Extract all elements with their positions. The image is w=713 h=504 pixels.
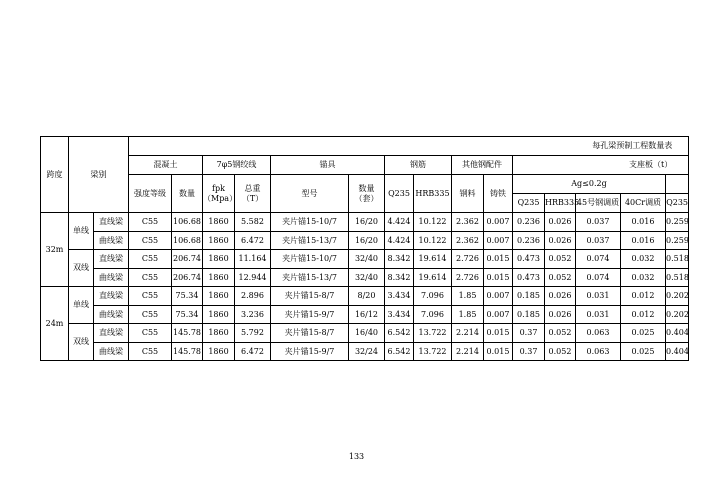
table-cell: 16/40 (349, 324, 385, 343)
table-cell: 0.015 (484, 324, 513, 343)
table-cell: C55 (129, 213, 172, 232)
table-cell: 106.68 (172, 213, 203, 232)
table-cell: 16/12 (349, 305, 385, 324)
table-title: 每孔梁预制工程数量表 (129, 137, 689, 156)
table-cell: 直线梁 (94, 213, 129, 232)
header-quantity: 数量 (172, 175, 203, 213)
table-cell: 32/40 (349, 268, 385, 287)
span-cell: 24m (41, 287, 69, 361)
header-cast-iron: 铸铁 (484, 175, 513, 213)
table-cell: 3.236 (235, 305, 271, 324)
table-cell: 32/40 (349, 250, 385, 269)
table-cell: 6.472 (235, 342, 271, 361)
table-cell: 曲线梁 (94, 305, 129, 324)
table-cell: 0.015 (484, 268, 513, 287)
table-cell: 6.472 (235, 231, 271, 250)
table-cell: 75.34 (172, 305, 203, 324)
header-hrb335: HRB335 (414, 175, 452, 213)
header-model: 型号 (271, 175, 349, 213)
table-cell: 0.031 (576, 287, 621, 306)
table-cell: C55 (129, 324, 172, 343)
table-cell: 0.236 (513, 231, 545, 250)
table-cell: 0.025 (621, 342, 666, 361)
header-steel-material: 钢料 (452, 175, 484, 213)
table-row (41, 305, 689, 324)
table-cell: 2.896 (235, 287, 271, 306)
table-cell: 0.052 (545, 324, 576, 343)
table-cell: 夹片锚15-9/7 (271, 305, 349, 324)
table-cell: 10.122 (414, 213, 452, 232)
table-cell: 0.404 (666, 324, 689, 343)
table-cell: 0.015 (484, 250, 513, 269)
table-cell: 11.164 (235, 250, 271, 269)
table-cell: 0.074 (576, 268, 621, 287)
table-cell: 1860 (203, 287, 235, 306)
table-cell: 13.722 (414, 342, 452, 361)
table-cell: 16/20 (349, 213, 385, 232)
table-cell: 0.404 (666, 342, 689, 361)
table-cell: 1.85 (452, 305, 484, 324)
table-cell: 4.424 (385, 213, 414, 232)
table-cell: 夹片锚15-10/7 (271, 213, 349, 232)
table-cell: 0.026 (545, 305, 576, 324)
table-cell: 0.063 (576, 324, 621, 343)
table-cell: 曲线梁 (94, 231, 129, 250)
table-cell: 0.007 (484, 231, 513, 250)
header-concrete: 混凝土 (129, 156, 203, 175)
table-row (41, 250, 689, 269)
table-cell: 0.473 (513, 250, 545, 269)
header-q235: Q235 (385, 175, 414, 213)
table-cell: 2.726 (452, 268, 484, 287)
table-cell: 2.362 (452, 231, 484, 250)
table-cell: 4.424 (385, 231, 414, 250)
table-cell: 直线梁 (94, 287, 129, 306)
table-cell: 8/20 (349, 287, 385, 306)
table-cell: 1860 (203, 250, 235, 269)
table-cell: 2.214 (452, 324, 484, 343)
table-cell: 0.259 (666, 231, 689, 250)
line-type-cell: 单线 (69, 213, 94, 250)
table-cell: 0.259 (666, 213, 689, 232)
table-cell: 0.012 (621, 287, 666, 306)
table-row (41, 342, 689, 361)
header-total-weight: 总重 （T） (235, 175, 271, 213)
table-cell: 2.726 (452, 250, 484, 269)
table-cell: 0.037 (576, 213, 621, 232)
table-cell: 0.074 (576, 250, 621, 269)
table-cell: 0.518 (666, 250, 689, 269)
table-cell: C55 (129, 231, 172, 250)
table-cell: 6.542 (385, 342, 414, 361)
table-cell: 1860 (203, 305, 235, 324)
table-cell: 0.473 (513, 268, 545, 287)
table-row (41, 268, 689, 287)
table-cell: 206.74 (172, 250, 203, 269)
table-cell: 0.031 (576, 305, 621, 324)
table-cell: 0.026 (545, 213, 576, 232)
table-cell: 145.78 (172, 324, 203, 343)
table-row (41, 287, 689, 306)
table-cell: C55 (129, 250, 172, 269)
table-cell: 6.542 (385, 324, 414, 343)
table-cell: 8.342 (385, 250, 414, 269)
table-cell: 直线梁 (94, 250, 129, 269)
table-cell: 0.063 (576, 342, 621, 361)
header-other-steel: 其他钢配件 (452, 156, 513, 175)
table-cell: 7.096 (414, 305, 452, 324)
table-cell: 145.78 (172, 342, 203, 361)
table-cell: 0.185 (513, 287, 545, 306)
table-cell: 夹片锚15-9/7 (271, 342, 349, 361)
table-cell: 0.518 (666, 268, 689, 287)
table-cell: 32/24 (349, 342, 385, 361)
table-cell: 夹片锚15-13/7 (271, 231, 349, 250)
table-cell: 0.016 (621, 213, 666, 232)
table-cell: 0.007 (484, 287, 513, 306)
header-bearing: 支座板（t） (513, 156, 689, 175)
header-steel45: 45号钢调质 (576, 194, 621, 213)
table-row (41, 324, 689, 343)
table-cell: 1860 (203, 268, 235, 287)
table-cell: 1.85 (452, 287, 484, 306)
table-cell: 5.792 (235, 324, 271, 343)
table-cell: 106.68 (172, 231, 203, 250)
table-cell: 曲线梁 (94, 342, 129, 361)
header-40cr: 40Cr调质 (621, 194, 666, 213)
table-cell: 0.015 (484, 342, 513, 361)
table-cell: 0.032 (621, 250, 666, 269)
line-type-cell: 双线 (69, 324, 94, 361)
header-bearing-q235: Q235 (513, 194, 545, 213)
header-beam: 梁别 (69, 137, 129, 213)
table-cell: 7.096 (414, 287, 452, 306)
table-cell: 夹片锚15-8/7 (271, 287, 349, 306)
table-cell: 0.052 (545, 250, 576, 269)
table-cell: 12.944 (235, 268, 271, 287)
table-cell: 8.342 (385, 268, 414, 287)
table-cell: 0.026 (545, 287, 576, 306)
header-ag: Ag≤0.2g (513, 175, 666, 194)
table-cell: 夹片锚15-13/7 (271, 268, 349, 287)
span-cell: 32m (41, 213, 69, 287)
header-fpk: fpk （Mpa） (203, 175, 235, 213)
table-cell: 5.582 (235, 213, 271, 232)
table-cell: 0.012 (621, 305, 666, 324)
table-cell: 2.214 (452, 342, 484, 361)
table-cell: C55 (129, 287, 172, 306)
header-rebar: 钢筋 (385, 156, 452, 175)
header-blank (666, 175, 689, 194)
table-cell: 夹片锚15-10/7 (271, 250, 349, 269)
quantity-table (40, 136, 689, 361)
table-cell: 75.34 (172, 287, 203, 306)
header-set-qty: 数量 （套） (349, 175, 385, 213)
table-cell: 0.037 (576, 231, 621, 250)
table-cell: 1860 (203, 324, 235, 343)
table-cell: 10.122 (414, 231, 452, 250)
table-cell: 0.016 (621, 231, 666, 250)
table-cell: 曲线梁 (94, 268, 129, 287)
table-cell: C55 (129, 342, 172, 361)
page-number: 133 (348, 452, 365, 461)
header-span: 跨度 (41, 137, 69, 213)
line-type-cell: 双线 (69, 250, 94, 287)
table-cell: C55 (129, 305, 172, 324)
table-cell: 1860 (203, 342, 235, 361)
table-cell: 0.032 (621, 268, 666, 287)
line-type-cell: 单线 (69, 287, 94, 324)
table-cell: 0.052 (545, 268, 576, 287)
table-cell: 1860 (203, 213, 235, 232)
table-cell: 0.202 (666, 305, 689, 324)
table-cell: 0.202 (666, 287, 689, 306)
table-cell: 0.236 (513, 213, 545, 232)
table-cell: 夹片锚15-8/7 (271, 324, 349, 343)
table-cell: 0.026 (545, 231, 576, 250)
table-cell: 16/20 (349, 231, 385, 250)
table-cell: 0.007 (484, 213, 513, 232)
table-cell: 0.025 (621, 324, 666, 343)
header-strength: 强度等级 (129, 175, 172, 213)
table-cell: 0.37 (513, 342, 545, 361)
table-cell: C55 (129, 268, 172, 287)
table-cell: 3.434 (385, 305, 414, 324)
header-bearing-hrb335: HRB335 (545, 194, 576, 213)
table-cell: 0.052 (545, 342, 576, 361)
table-cell: 0.37 (513, 324, 545, 343)
table-cell: 直线梁 (94, 324, 129, 343)
table-cell: 1860 (203, 231, 235, 250)
table-cell: 13.722 (414, 324, 452, 343)
table-cell: 0.007 (484, 305, 513, 324)
header-bearing-q235b: Q235 (666, 194, 689, 213)
table-cell: 19.614 (414, 268, 452, 287)
header-strand: 7φ5钢绞线 (203, 156, 271, 175)
table-cell: 0.185 (513, 305, 545, 324)
table-row (41, 231, 689, 250)
table-cell: 3.434 (385, 287, 414, 306)
table-row (41, 213, 689, 232)
table-cell: 206.74 (172, 268, 203, 287)
table-cell: 19.614 (414, 250, 452, 269)
table-cell: 2.362 (452, 213, 484, 232)
header-anchor: 锚具 (271, 156, 385, 175)
